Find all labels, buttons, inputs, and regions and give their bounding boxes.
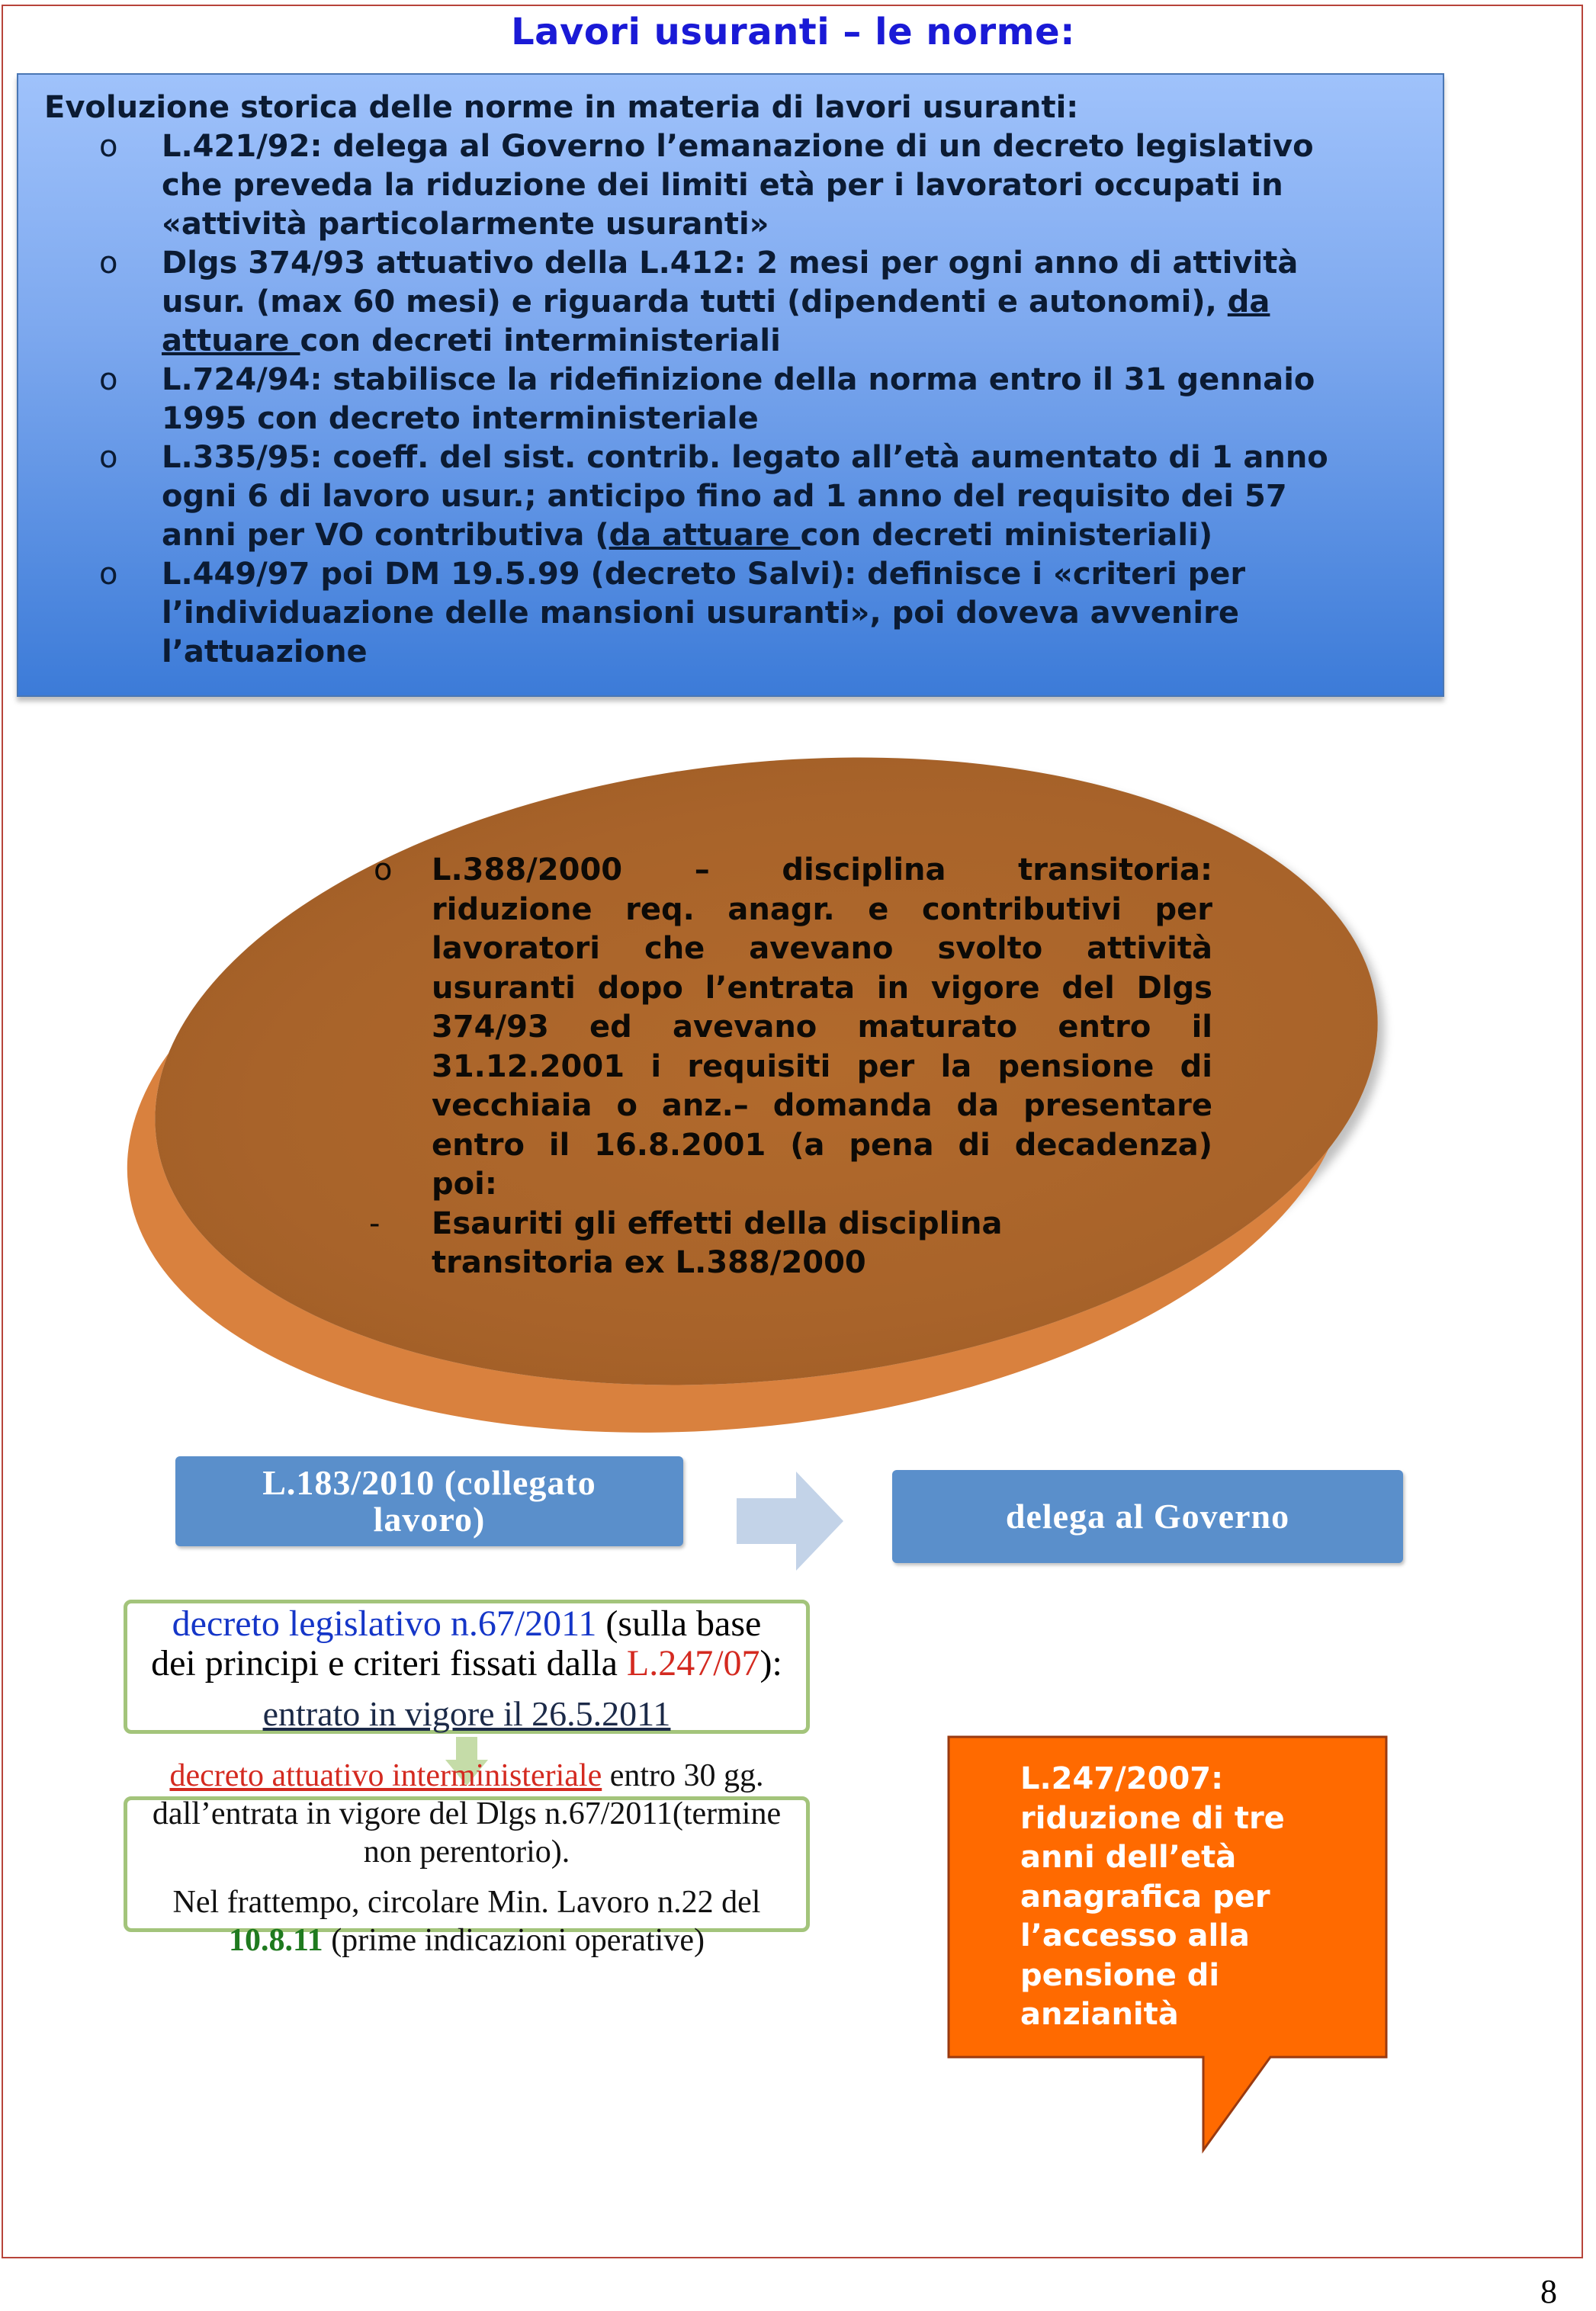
bullet-o: o <box>374 852 393 887</box>
underlined-text: da attuare <box>609 518 801 553</box>
list-item <box>44 361 1417 438</box>
oval-text <box>369 851 1212 1283</box>
decree-text-part: (sulla base <box>596 1603 762 1644</box>
list-item-text: anni per VO contributiva ( <box>162 518 609 553</box>
page-number: 8 <box>1540 2273 1557 2310</box>
oval-line: Esauriti gli effetti della disciplina <box>432 1205 1003 1241</box>
implementing-text-part: entro 30 gg. <box>602 1758 764 1793</box>
decree-line <box>124 1604 810 1644</box>
list-item <box>44 555 1417 672</box>
circular-date: 10.8.11 <box>229 1923 323 1958</box>
law-reference: L.247/07 <box>626 1643 760 1683</box>
implementing-text-part: (prime indicazioni operative) <box>323 1923 705 1958</box>
oval-paragraph <box>369 1205 1212 1283</box>
list-item-line <box>162 516 1417 555</box>
list-item-line: Dlgs 374/93 attuativo della L.412: 2 mesi per ogni anno di attività <box>162 246 1299 281</box>
decree-text-part: dei principi e criteri fissati dalla <box>151 1643 627 1683</box>
callout-line: l’accesso alla <box>1020 1918 1250 1953</box>
evolution-lead: Evoluzione storica delle norme in materia di lavori usuranti: <box>44 90 1079 125</box>
list-item-text: con decreti interministeriali <box>300 323 781 358</box>
callout-text <box>1020 1760 1348 2035</box>
bullet-o: o <box>99 362 118 397</box>
list-item-line: L.724/94: stabilisce la ridefinizione della norma entro il 31 gennaio <box>162 362 1315 397</box>
bullet-o: o <box>99 440 118 475</box>
bullet-o: o <box>99 129 118 164</box>
l183-box <box>175 1456 683 1546</box>
delega-box <box>892 1470 1403 1563</box>
delega-label: delega al Governo <box>1005 1497 1290 1536</box>
implementing-decree-title: decreto attuativo interministeriale <box>169 1758 602 1793</box>
decree-text-part: ): <box>759 1643 782 1683</box>
oval-line: vecchiaia o anz.– domanda da presentare <box>432 1088 1212 1123</box>
bullet-o: o <box>99 557 118 592</box>
callout-line: riduzione di tre <box>1020 1800 1285 1836</box>
implementing-line: dall’entrata in vigore del Dlgs n.67/2011(termine <box>152 1796 782 1831</box>
oval-line: 374/93 ed avevano maturato entro il <box>432 1009 1212 1045</box>
oval-line: riduzione req. anagr. e contributivi per <box>432 891 1212 927</box>
oval-line: lavoratori che avevano svolto attività <box>432 931 1212 966</box>
decree-text <box>124 1604 810 1734</box>
list-item-line: «attività particolarmente usuranti» <box>162 207 769 242</box>
callout-line: anni dell’età <box>1020 1840 1237 1875</box>
list-item-text: usur. (max 60 mesi) e riguarda tutti (dipendenti e autonomi), <box>162 284 1228 319</box>
list-item-line: L.421/92: delega al Governo l’emanazione di un decreto legislativo <box>162 129 1314 164</box>
l183-line: L.183/2010 (collegato <box>262 1463 596 1502</box>
oval-line: 31.12.2001 i requisiti per la pensione di <box>432 1048 1212 1084</box>
list-item-text: con decreti ministeriali) <box>800 518 1213 553</box>
list-item-line: che preveda la riduzione dei limiti età per i lavoratori occupati in <box>162 168 1283 203</box>
l183-line: lavoro) <box>373 1500 486 1539</box>
implementing-line <box>124 1921 810 1960</box>
right-arrow-icon <box>737 1472 851 1571</box>
implementing-line <box>124 1757 810 1795</box>
callout-line: L.247/2007: <box>1020 1761 1224 1796</box>
oval-line: usuranti dopo l’entrata in vigore del Dlgs <box>432 970 1212 1006</box>
oval-line: poi: <box>432 1167 497 1202</box>
oval-line: L.388/2000 – disciplina transitoria: <box>432 852 1212 887</box>
callout-line: anzianità <box>1020 1997 1179 2032</box>
implementing-line: non perentorio). <box>363 1834 570 1870</box>
implementing-text <box>124 1757 810 1960</box>
callout-line: pensione di <box>1020 1957 1220 1993</box>
callout-line: anagrafica per <box>1020 1879 1270 1915</box>
evolution-box <box>17 73 1444 697</box>
underlined-text: attuare <box>162 323 300 358</box>
list-item-line <box>162 322 1417 361</box>
decree-title: decreto legislativo n.67/2011 <box>172 1603 597 1644</box>
list-item-line: L.335/95: coeff. del sist. contrib. legato all’età aumentato di 1 anno <box>162 440 1328 475</box>
list-item <box>44 127 1417 244</box>
oval-line: entro il 16.8.2001 (a pena di decadenza) <box>432 1127 1212 1163</box>
list-item-line: l’attuazione <box>162 634 368 669</box>
list-item-line: l’individuazione delle mansioni usuranti», poi doveva avvenire <box>162 595 1239 631</box>
evolution-list <box>44 127 1417 672</box>
oval-line: transitoria ex L.388/2000 <box>432 1245 866 1280</box>
list-item-line: 1995 con decreto interministeriale <box>162 401 759 436</box>
underlined-text: da <box>1227 284 1270 319</box>
list-item-line: L.449/97 poi DM 19.5.99 (decreto Salvi): definisce i «criteri per <box>162 557 1246 592</box>
list-item <box>44 244 1417 361</box>
entry-into-force: entrato in vigore il 26.5.2011 <box>262 1694 671 1733</box>
list-item-line: ogni 6 di lavoro usur.; anticipo fino ad 1 anno del requisito dei 57 <box>162 479 1287 514</box>
implementing-line: Nel frattempo, circolare Min. Lavoro n.22 del <box>172 1885 761 1920</box>
dash-marker: - <box>369 1205 381 1241</box>
page-title: Lavori usuranti – le norme: <box>511 11 1075 53</box>
list-item <box>44 438 1417 555</box>
oval-paragraph <box>374 851 1212 1205</box>
decree-line <box>124 1644 810 1683</box>
decree-line <box>124 1694 810 1734</box>
bullet-o: o <box>99 246 118 281</box>
list-item-line <box>162 283 1417 322</box>
